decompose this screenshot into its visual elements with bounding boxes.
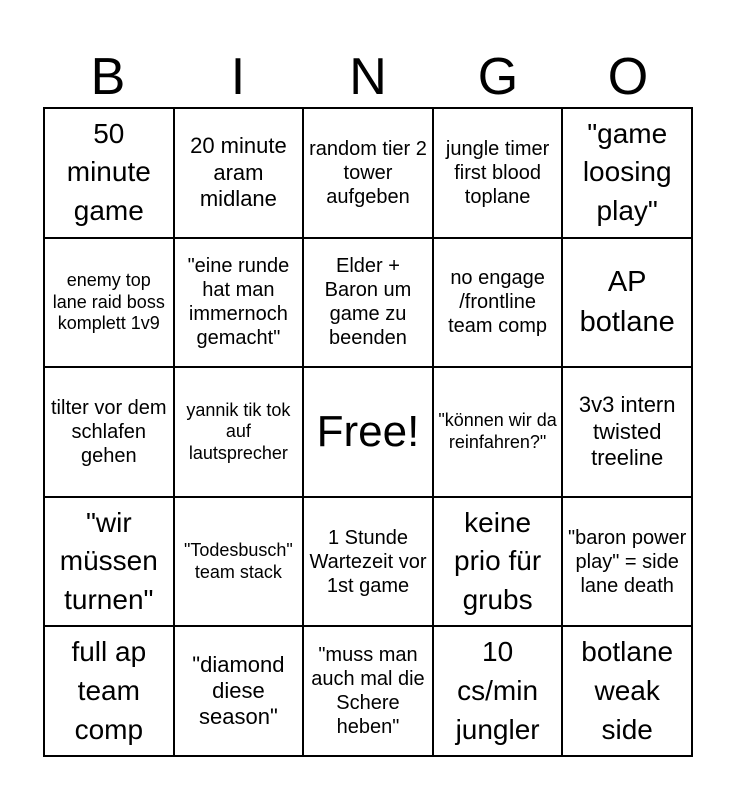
bingo-cell[interactable]: "muss man auch mal die Schere heben"	[303, 626, 433, 756]
header-letter-n: N	[349, 48, 387, 106]
bingo-cell[interactable]: "wir müssen turnen"	[44, 497, 174, 627]
bingo-cell[interactable]: no engage /frontline team comp	[433, 238, 563, 368]
header-letter-o: O	[607, 48, 649, 106]
free-space[interactable]: Free!	[303, 367, 433, 497]
bingo-cell[interactable]: 3v3 intern twisted treeline	[562, 367, 692, 497]
header-letter-b: B	[90, 48, 126, 106]
bingo-cell[interactable]: "Todesbusch" team stack	[174, 497, 304, 627]
bingo-cell[interactable]: "game loosing play"	[562, 108, 692, 238]
bingo-cell[interactable]: 50 minute game	[44, 108, 174, 238]
bingo-cell[interactable]: yannik tik tok auf lautsprecher	[174, 367, 304, 497]
bingo-cell[interactable]: jungle timer first blood toplane	[433, 108, 563, 238]
bingo-cell[interactable]: "diamond diese season"	[174, 626, 304, 756]
bingo-cell[interactable]: "baron power play" = side lane death	[562, 497, 692, 627]
bingo-cell[interactable]: enemy top lane raid boss komplett 1v9	[44, 238, 174, 368]
bingo-cell[interactable]: botlane weak side	[562, 626, 692, 756]
bingo-cell[interactable]: AP botlane	[562, 238, 692, 368]
bingo-cell[interactable]: "können wir da reinfahren?"	[433, 367, 563, 497]
bingo-cell[interactable]: full ap team comp	[44, 626, 174, 756]
bingo-cell[interactable]: 20 minute aram midlane	[174, 108, 304, 238]
bingo-cell[interactable]: random tier 2 tower aufgeben	[303, 108, 433, 238]
bingo-cell[interactable]: 1 Stunde Wartezeit vor 1st game	[303, 497, 433, 627]
bingo-cell[interactable]: 10 cs/min jungler	[433, 626, 563, 756]
bingo-grid	[43, 107, 693, 757]
header-letter-i: I	[230, 48, 246, 106]
bingo-cell[interactable]: Elder + Baron um game zu beenden	[303, 238, 433, 368]
bingo-cell[interactable]: "eine runde hat man immernoch gemacht"	[174, 238, 304, 368]
header-letter-g: G	[477, 48, 519, 106]
bingo-cell[interactable]: keine prio für grubs	[433, 497, 563, 627]
bingo-cell[interactable]: tilter vor dem schlafen gehen	[44, 367, 174, 497]
bingo-header	[43, 46, 693, 108]
